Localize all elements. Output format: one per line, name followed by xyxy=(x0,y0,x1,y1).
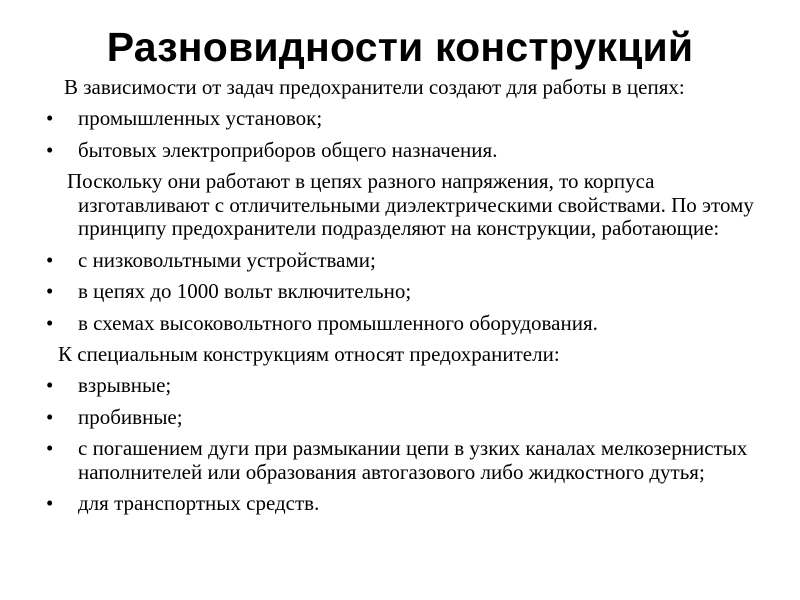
voltage-paragraph: Поскольку они работают в цепях разного напряжения, то корпуса изготавливают с отличительными диэлектрическими свойствами. По этому принципу предохранители подразделяют на конструкции, работающие: xyxy=(67,169,754,241)
list-item-text: промышленных установок; xyxy=(78,106,323,131)
slide-body xyxy=(30,76,775,516)
bullet-marker: • xyxy=(46,404,54,429)
list-item-text: для транспортных средств. xyxy=(78,491,320,516)
list-item-text: взрывные; xyxy=(78,373,172,398)
bullet-marker: • xyxy=(46,106,54,131)
list-item xyxy=(30,374,775,398)
slide-title: Разновидности конструкций xyxy=(106,24,694,70)
bullet-marker: • xyxy=(46,436,54,461)
list-item-text: в схемах высоковольтного промышленного оборудования. xyxy=(78,310,598,335)
bullet-marker: • xyxy=(46,279,54,304)
list-item xyxy=(30,249,775,273)
list-item-text: бытовых электроприборов общего назначения. xyxy=(78,137,498,162)
bullet-marker: • xyxy=(46,137,54,162)
list-item xyxy=(30,437,775,484)
list-item-text: с погашением дуги при размыкании цепи в узких каналах мелкозернистых наполнителей или образования автогазового либо жидкостного дутья; xyxy=(78,436,748,484)
special-paragraph: К специальным конструкциям относят предохранители: xyxy=(58,341,560,366)
list-item-text: в цепях до 1000 вольт включительно; xyxy=(78,279,412,304)
list-item xyxy=(30,139,775,163)
bullet-marker: • xyxy=(46,491,54,516)
bullet-marker: • xyxy=(46,373,54,398)
list-item xyxy=(30,312,775,336)
intro-paragraph: В зависимости от задач предохранители создают для работы в цепях: xyxy=(64,75,685,99)
list-item xyxy=(30,107,775,131)
list-item xyxy=(30,492,775,516)
list-item xyxy=(30,280,775,304)
list-item-text: пробивные; xyxy=(78,404,183,429)
list-item-text: с низковольтными устройствами; xyxy=(78,247,376,272)
bullet-marker: • xyxy=(46,247,54,272)
list-item xyxy=(30,406,775,430)
bullet-marker: • xyxy=(46,310,54,335)
